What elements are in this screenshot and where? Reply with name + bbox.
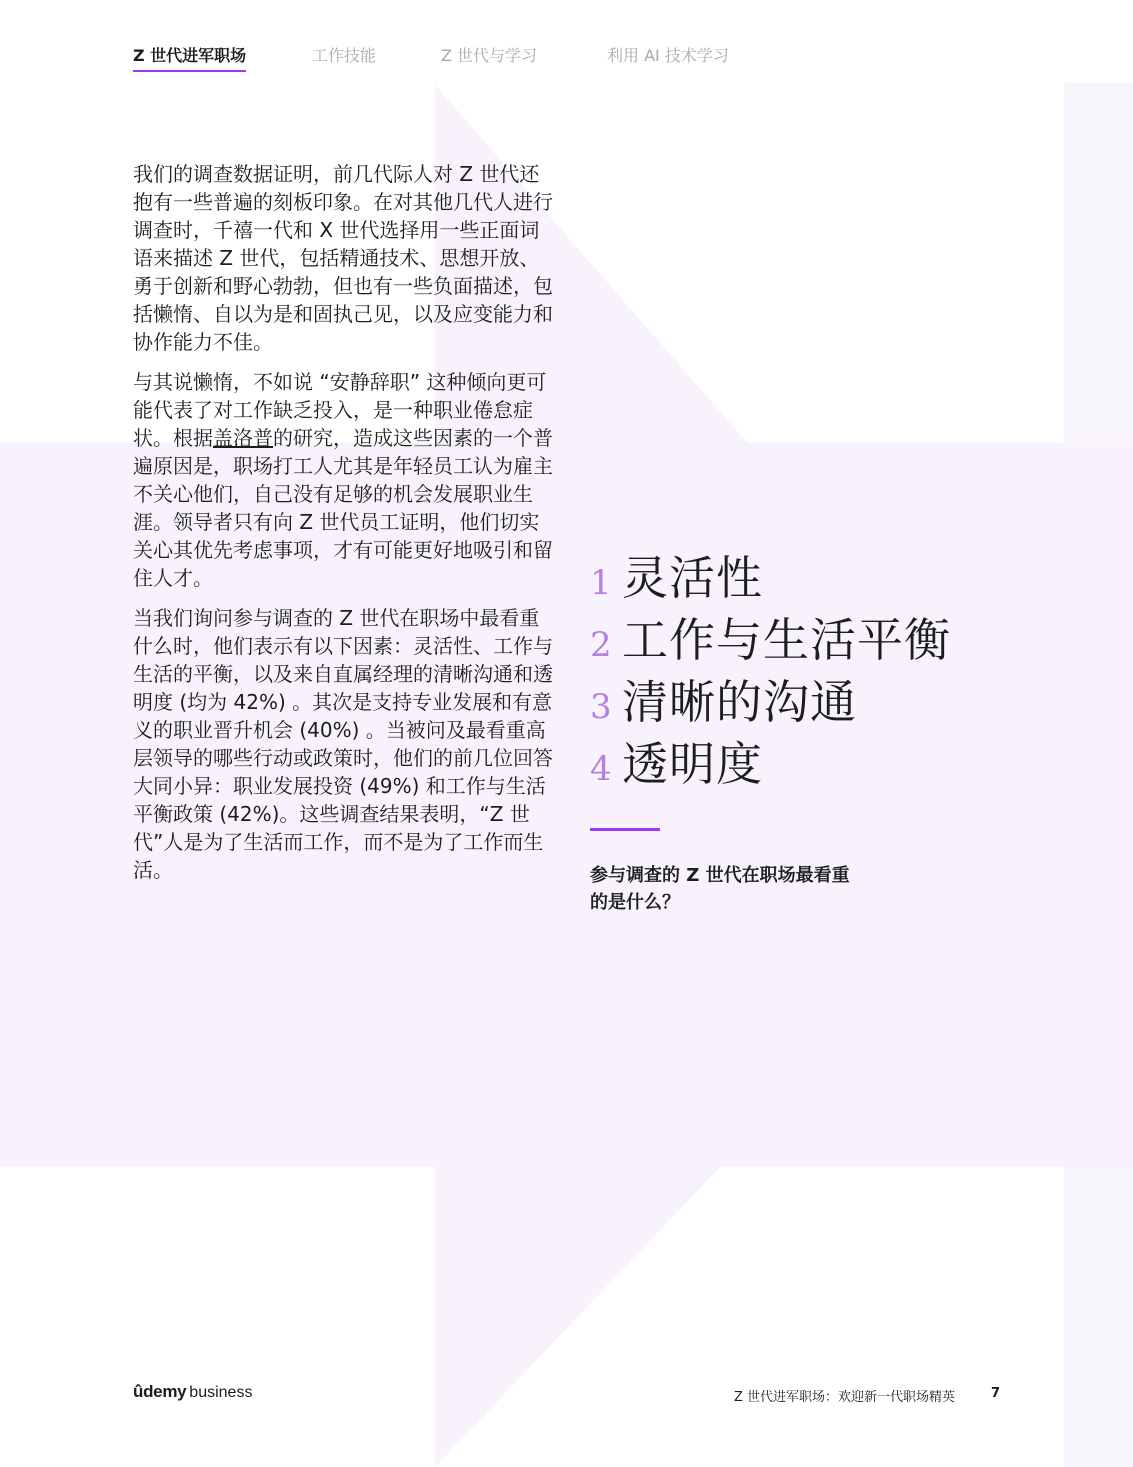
rank-number: 1 [590, 563, 612, 603]
rank-label: 清晰的沟通 [622, 675, 857, 729]
logo-brand: ûdemy [133, 1382, 187, 1401]
paragraph-stereotypes: 我们的调查数据证明，前几代际人对 Z 世代还抱有一些普遍的刻板印象。在对其他几代人进行调查时，千禧一代和 X 世代选择用一些正面词语来描述 Z 世代，包括精通技术、思想开放、勇于创新和野心勃勃，但也有一些负面描述，包括懒惰、自以为是和固执己见，以及应变能力和协作能力不佳。 [133, 162, 553, 354]
priority-ranking [590, 542, 951, 790]
rank-label: 透明度 [622, 737, 763, 791]
rank-label: 工作与生活平衡 [622, 613, 951, 667]
background-arrow-notch [1064, 83, 1133, 443]
background-bottom-strip [1064, 1167, 1133, 1467]
logo-subtitle: business [189, 1384, 253, 1401]
nav-tab-ai-learning[interactable]: 利用 AI 技术学习 [607, 46, 729, 65]
paragraph-priorities: 当我们询问参与调查的 Z 世代在职场中最看重什么时，他们表示有以下因素：灵活性、工作与生活的平衡，以及来自直属经理的清晰沟通和透明度 (均为 42%) 。其次是支持专业发展和有意义的职业晋升机会 (40%) 。当被问及最看重高层领导的哪些行动或政策时，他们的前几位回答大同小异：职业发展投资 (49%) 和工作与生活平衡政策 (42%)。这些调查结果表明，“Z 世代”人是为了生活而工作，而不是为了工作而生活。 [133, 606, 553, 882]
page-number: 7 [991, 1386, 1001, 1401]
rank-number: 3 [590, 687, 612, 727]
udemy-business-logo [133, 1382, 252, 1402]
footer-document-title: Z 世代进军职场：欢迎新一代职场精英 [733, 1390, 955, 1405]
nav-tab-gen-z-workplace[interactable]: Z 世代进军职场 [133, 44, 246, 68]
ranking-caption: 参与调查的 Z 世代在职场最看重的是什么？ [590, 865, 850, 913]
body-text [133, 160, 553, 896]
paragraph-text: 与其说懒惰，不如说 “安静辞职” 这种倾向更可能代表了对工作缺乏投入，是一种职业倦怠症状。根据 [133, 370, 547, 450]
rank-number: 2 [590, 625, 612, 665]
paragraph-quiet-quitting [133, 368, 553, 592]
rank-label: 灵活性 [622, 551, 763, 605]
rank-item [590, 666, 951, 728]
accent-divider [590, 828, 660, 831]
rank-item [590, 728, 951, 790]
rank-item [590, 542, 951, 604]
rank-number: 4 [590, 749, 612, 789]
nav-tab-work-skills[interactable]: 工作技能 [312, 46, 377, 65]
rank-item [590, 604, 951, 666]
gallup-link[interactable]: 盖洛普 [213, 426, 273, 450]
nav-tab-gen-z-learning[interactable]: Z 世代与学习 [441, 46, 538, 65]
paragraph-text: 的研究，造成这些因素的一个普遍原因是，职场打工人尤其是年轻员工认为雇主不关心他们，自己没有足够的机会发展职业生涯。领导者只有向 Z 世代员工证明，他们切实关心其优先考虑事项，才有可能更好地吸引和留住人才。 [133, 426, 553, 590]
